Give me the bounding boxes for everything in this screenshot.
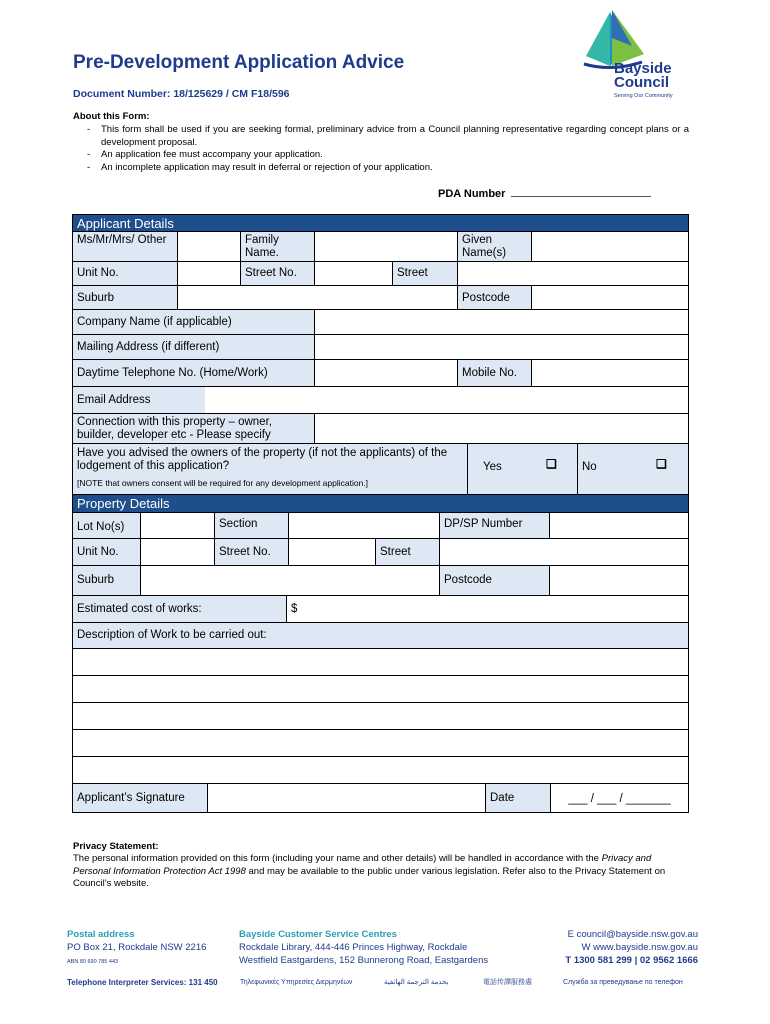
signature-input[interactable] bbox=[207, 783, 486, 813]
property-details-header: Property Details bbox=[72, 494, 689, 513]
applicant-street-label: Street bbox=[392, 261, 458, 286]
cost-label: Estimated cost of works: bbox=[72, 595, 287, 623]
phone-input[interactable] bbox=[314, 359, 458, 387]
phone-label: Daytime Telephone No. (Home/Work) bbox=[72, 359, 315, 387]
description-line-1[interactable] bbox=[72, 648, 689, 676]
dpsp-input[interactable] bbox=[549, 512, 689, 539]
email-input[interactable] bbox=[205, 387, 688, 413]
document-number: Document Number: 18/125629 / CM F18/596 bbox=[73, 88, 290, 100]
title-label: Ms/Mr/Mrs/ Other bbox=[72, 231, 178, 262]
centres-heading: Bayside Customer Service Centres bbox=[239, 929, 397, 940]
applicant-unit-label: Unit No. bbox=[72, 261, 178, 286]
property-unit-input[interactable] bbox=[140, 538, 215, 566]
date-placeholder: ___ / ___ / _______ bbox=[568, 793, 671, 805]
cost-prefix: $ bbox=[291, 603, 298, 615]
property-street-label: Street bbox=[375, 538, 440, 566]
interpreter-greek: Τηλεφωνικές Υπηρεσίες Διερμηνέων bbox=[240, 979, 353, 986]
mailing-address-label: Mailing Address (if different) bbox=[72, 334, 315, 360]
description-line-2[interactable] bbox=[72, 675, 689, 703]
owners-question-text: Have you advised the owners of the property (if not the applicants) of the lodgement of this application? bbox=[77, 447, 448, 472]
company-name-label: Company Name (if applicable) bbox=[72, 309, 315, 335]
bayside-logo bbox=[582, 8, 692, 103]
footer-phone: T 1300 581 299 | 02 9562 1666 bbox=[565, 955, 698, 966]
family-name-label: Family Name. bbox=[240, 231, 315, 262]
logo-line-2: Council bbox=[614, 74, 669, 91]
given-name-label: Given Name(s) bbox=[457, 231, 532, 262]
privacy-text-a: The personal information provided on this form (including your name and other details) will be handled in accordance with the bbox=[73, 853, 602, 864]
privacy-text bbox=[73, 853, 689, 891]
centre-2: Westfield Eastgardens, 152 Bunnerong Road, Eastgardens bbox=[239, 955, 489, 966]
privacy-heading: Privacy Statement: bbox=[73, 841, 159, 852]
applicant-postcode-input[interactable] bbox=[531, 285, 689, 310]
property-suburb-input[interactable] bbox=[140, 565, 440, 596]
abn: ABN 80 690 785 443 bbox=[67, 959, 119, 965]
applicant-details-header: Applicant Details bbox=[72, 214, 689, 232]
property-suburb-label: Suburb bbox=[72, 565, 141, 596]
logo-line-1: Bayside bbox=[614, 60, 672, 77]
date-input[interactable] bbox=[550, 783, 689, 813]
property-postcode-label: Postcode bbox=[439, 565, 550, 596]
privacy-text-b: and may be available to the public under various legislation. Refer also to the Privacy Statement on Council’s website. bbox=[73, 865, 666, 889]
signature-label: Applicant’s Signature bbox=[72, 783, 208, 813]
lot-input[interactable] bbox=[140, 512, 215, 539]
dpsp-label: DP/SP Number bbox=[439, 512, 550, 539]
lot-label: Lot No(s) bbox=[72, 512, 141, 539]
about-list bbox=[73, 124, 689, 174]
cost-input[interactable] bbox=[286, 595, 689, 623]
about-item: - This form shall be used if you are seeking formal, preliminary advice from a Council planning representative regarding concept plans or a development proposal. bbox=[73, 124, 689, 149]
applicant-street-input[interactable] bbox=[457, 261, 689, 286]
description-label: Description of Work to be carried out: bbox=[72, 622, 689, 649]
about-item: - An incomplete application may result in deferral or rejection of your application. bbox=[73, 162, 689, 175]
owners-question bbox=[72, 443, 468, 495]
description-line-5[interactable] bbox=[72, 756, 689, 784]
property-street-no-label: Street No. bbox=[214, 538, 289, 566]
company-name-input[interactable] bbox=[314, 309, 689, 335]
applicant-postcode-label: Postcode bbox=[457, 285, 532, 310]
property-street-no-input[interactable] bbox=[288, 538, 376, 566]
property-postcode-input[interactable] bbox=[549, 565, 689, 596]
mobile-label: Mobile No. bbox=[457, 359, 532, 387]
pda-number bbox=[438, 186, 651, 200]
property-street-input[interactable] bbox=[439, 538, 689, 566]
connection-label: Connection with this property – owner, builder, developer etc - Please specify bbox=[72, 413, 315, 444]
given-name-input[interactable] bbox=[531, 231, 689, 262]
date-label: Date bbox=[485, 783, 551, 813]
interpreter-arabic: بخدمة الترجمة الهاتفية bbox=[384, 979, 449, 986]
applicant-street-no-input[interactable] bbox=[314, 261, 393, 286]
applicant-suburb-label: Suburb bbox=[72, 285, 178, 310]
interpreter-chinese: 電話传譯服務處 bbox=[483, 979, 532, 986]
applicant-suburb-input[interactable] bbox=[177, 285, 458, 310]
section-label: Section bbox=[214, 512, 289, 539]
no-option[interactable] bbox=[577, 443, 689, 495]
pda-number-label: PDA Number bbox=[438, 188, 506, 200]
footer-email[interactable]: E council@bayside.nsw.gov.au bbox=[567, 929, 698, 940]
title-input[interactable] bbox=[177, 231, 241, 262]
yes-checkbox-icon[interactable]: ❏ bbox=[546, 457, 557, 471]
about-item: - An application fee must accompany your application. bbox=[73, 149, 689, 162]
centre-1: Rockdale Library, 444-446 Princes Highway, Rockdale bbox=[239, 942, 468, 953]
description-line-4[interactable] bbox=[72, 729, 689, 757]
interpreter-macedonian: Служба за преведување по телефон bbox=[563, 979, 683, 986]
yes-option[interactable] bbox=[467, 443, 578, 495]
family-name-input[interactable] bbox=[314, 231, 458, 262]
about-heading: About this Form: bbox=[73, 111, 150, 122]
logo-tagline: Serving Our Community bbox=[614, 93, 673, 99]
no-checkbox-icon[interactable]: ❏ bbox=[656, 457, 667, 471]
no-label: No bbox=[582, 461, 597, 473]
yes-label: Yes bbox=[483, 461, 502, 473]
footer-web[interactable]: W www.bayside.nsw.gov.au bbox=[581, 942, 698, 953]
applicant-street-no-label: Street No. bbox=[240, 261, 315, 286]
postal-line: PO Box 21, Rockdale NSW 2216 bbox=[67, 942, 207, 953]
mobile-input[interactable] bbox=[531, 359, 689, 387]
privacy-act-name: Privacy and Personal Information Protection Act 1998 bbox=[73, 853, 652, 877]
interpreter-services: Telephone Interpreter Services: 131 450 bbox=[67, 978, 218, 987]
pda-number-input[interactable] bbox=[511, 186, 651, 197]
section-input[interactable] bbox=[288, 512, 440, 539]
property-unit-label: Unit No. bbox=[72, 538, 141, 566]
page-title: Pre-Development Application Advice bbox=[73, 52, 405, 73]
owners-note: [NOTE that owners consent will be required for any development application.] bbox=[77, 478, 369, 488]
mailing-address-input[interactable] bbox=[314, 334, 689, 360]
description-line-3[interactable] bbox=[72, 702, 689, 730]
connection-input[interactable] bbox=[314, 413, 689, 444]
postal-heading: Postal address bbox=[67, 929, 135, 940]
applicant-unit-input[interactable] bbox=[177, 261, 241, 286]
email-label: Email Address bbox=[72, 386, 689, 414]
